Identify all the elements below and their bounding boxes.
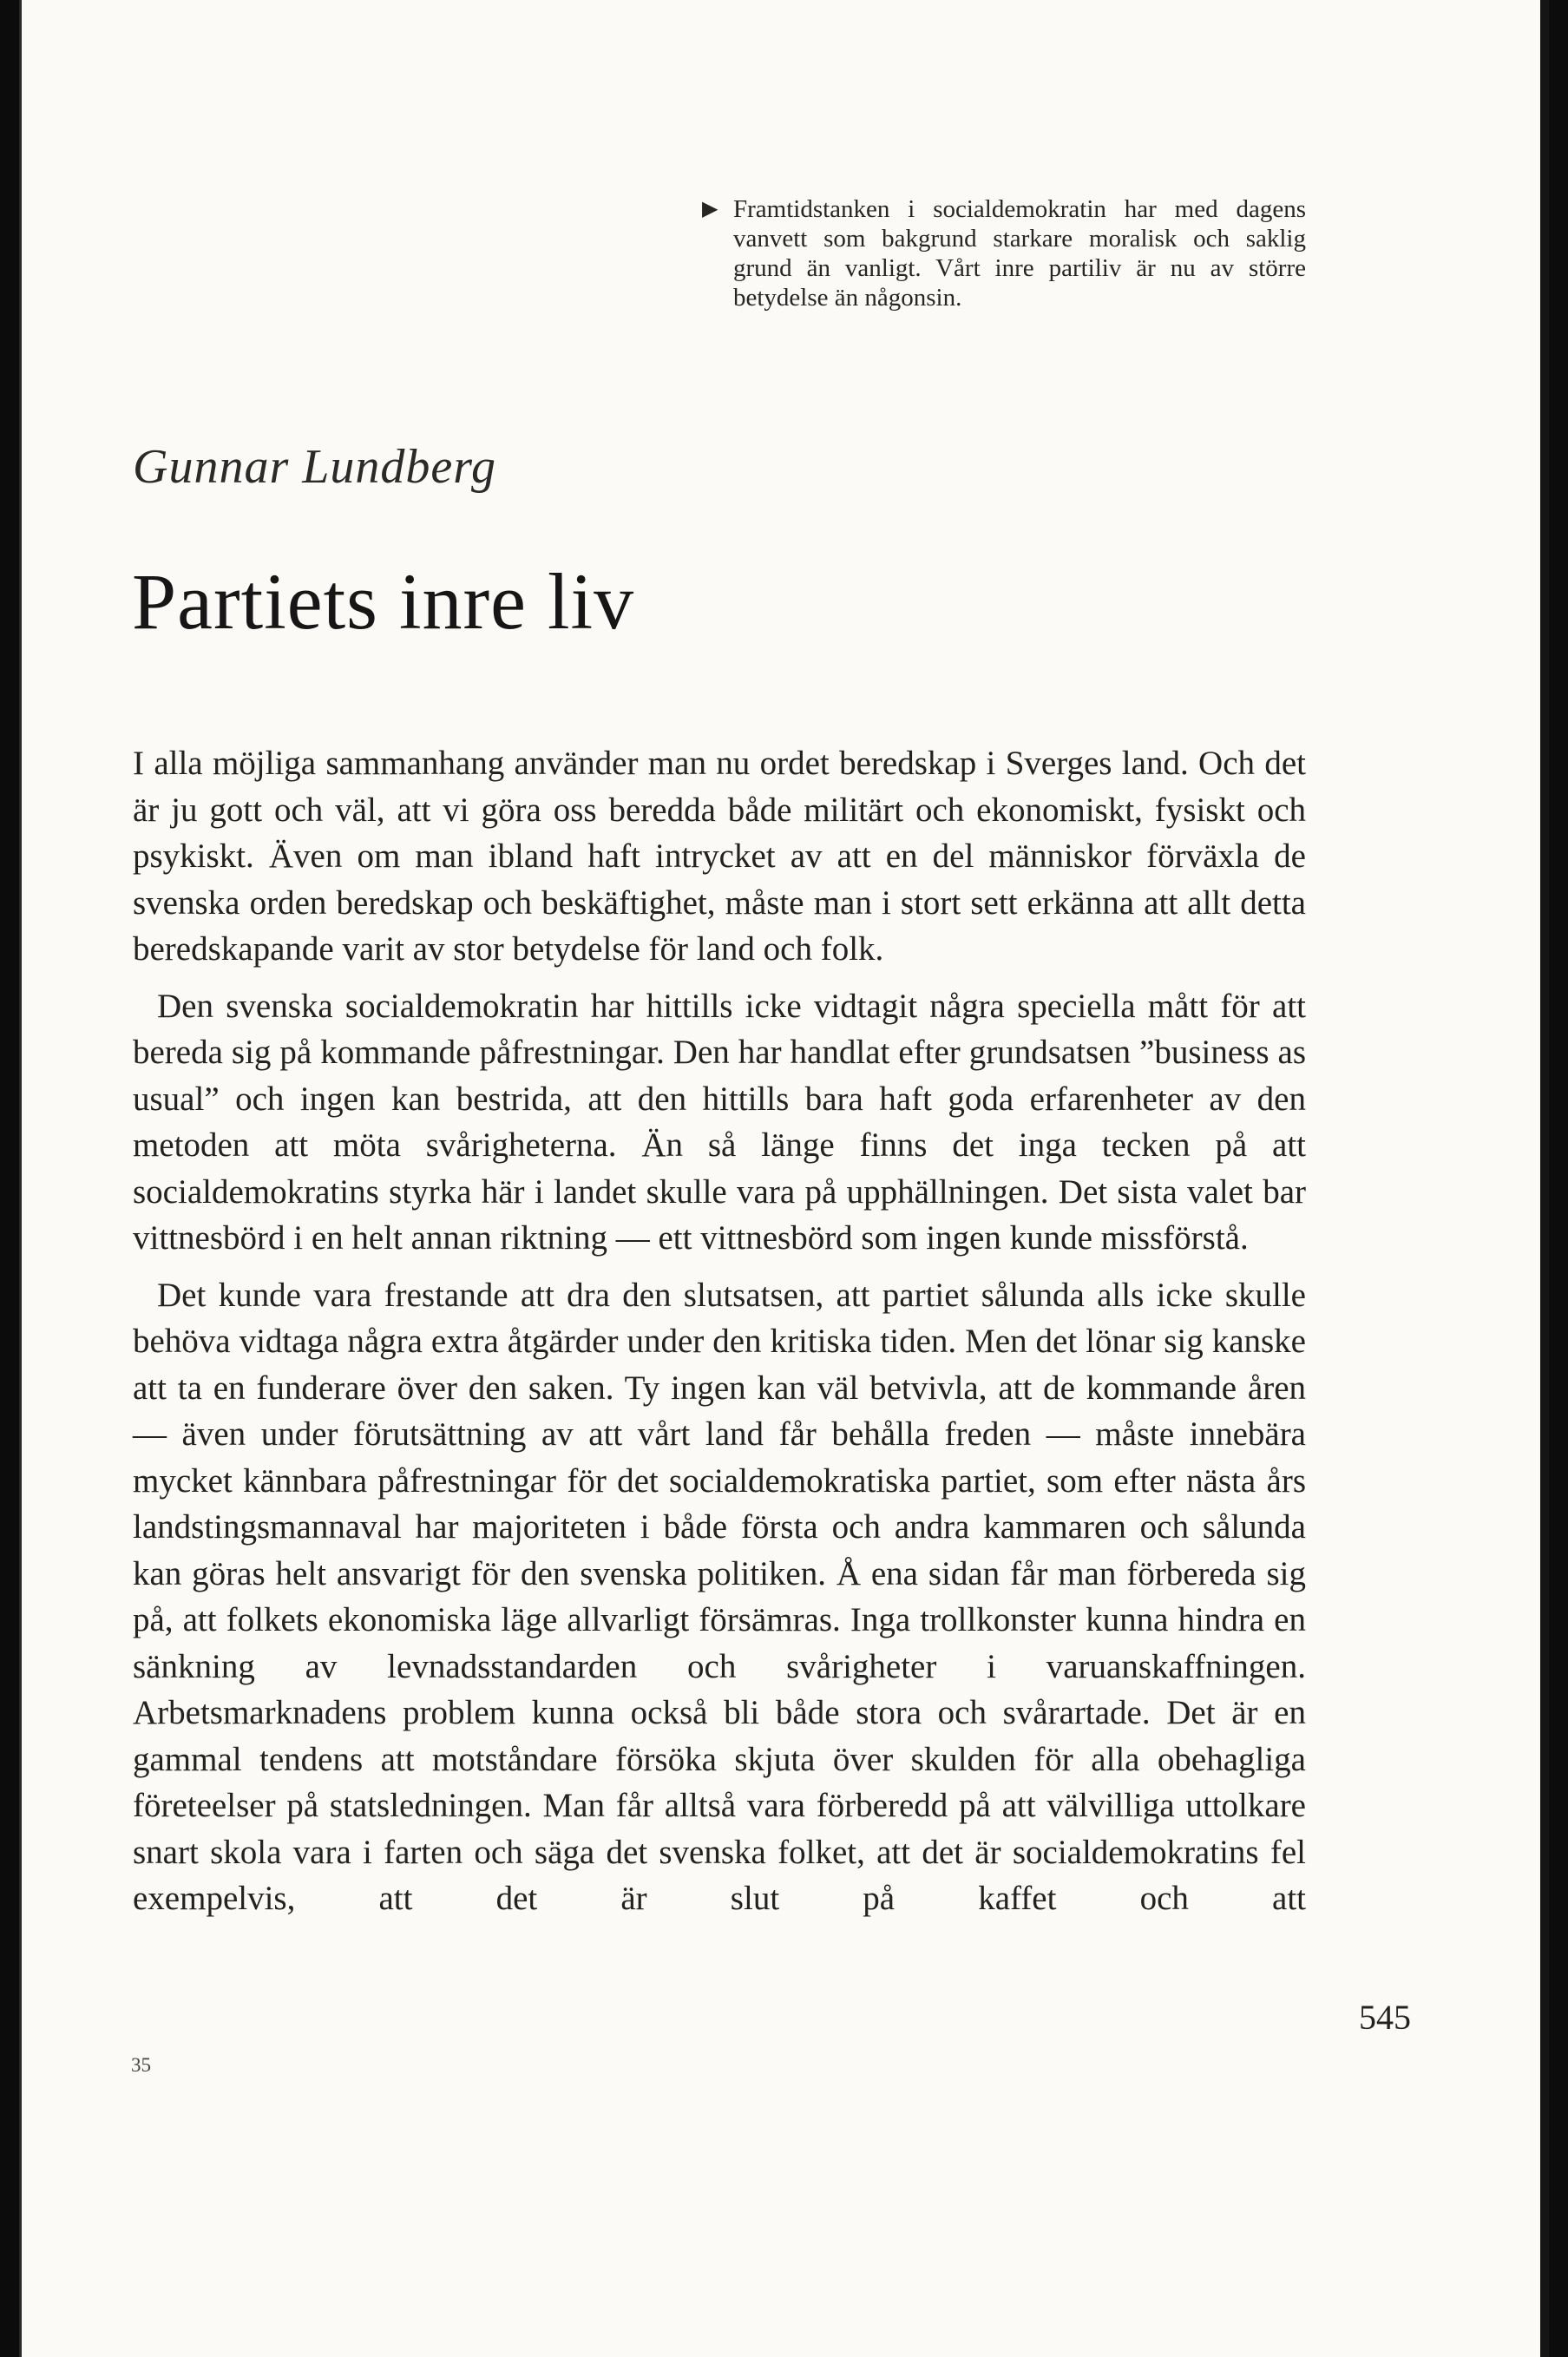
document-page [19, 0, 1549, 2357]
triangle-marker-icon: ▶ [702, 198, 718, 220]
intro-text: Framtidstanken i socialdemokratin har med dagens vanvett som bakgrund starkare moralisk och saklig grund än vanligt. Vårt inre partiliv är nu av större betydelse än någonsin. [733, 195, 1306, 312]
paragraph-3: Det kunde vara frestande att dra den slutsatsen, att partiet sålunda alls icke skulle behöva vidtaga några extra åtgärder under den kritiska tiden. Men det lönar sig kanske att ta en funderare över den saken. Ty ingen kan väl betvivla, att de kommande åren — även under förutsättning av att vårt land får behålla freden — måste innebära mycket kännbara påfrestningar för det socialdemokratiska partiet, som efter nästa års landstingsmannaval har majoriteten i både första och andra kammaren och sålunda kan göras helt ansvarigt för den svenska politiken. Å ena sidan får man förbereda sig på, att folkets ekonomiska läge allvarligt försämras. Inga trollkonster kunna hindra en sänkning av levnadsstandarden och svårigheter i varuanskaffningen. Arbetsmarknadens problem kunna också bli både stora och svårartade. Det är en gammal tendens att motståndare försöka skjuta över skulden för alla obehagliga företeelser på statsledningen. Man får alltså vara förberedd på att välvilliga uttolkare snart skola vara i farten och säga det svenska folket, att det är socialdemokratins fel exempelvis, att det är slut på kaffet och att [133, 1276, 1306, 1917]
page-right-edge [1540, 0, 1549, 2357]
page-number: 545 [1359, 1998, 1411, 2037]
paragraph-1: I alla möjliga sammanhang använder man nu ordet beredskap i Sverges land. Och det är ju gott och väl, att vi göra oss beredda både militärt och ekonomiskt, fysiskt och psykiskt. Även om man ibland haft intrycket av att en del människor förväxla de svenska orden beredskap och beskäftighet, måste man i stort sett erkänna att allt detta beredskapande varit av stor betydelse för land och folk. [133, 745, 1306, 968]
article-title: Partiets inre liv [132, 557, 635, 646]
intro-summary [702, 194, 1306, 312]
signature-mark: 35 [131, 2054, 151, 2076]
author-name: Gunnar Lundberg [133, 440, 496, 494]
page-left-edge [19, 0, 22, 2357]
article-body [133, 740, 1306, 1933]
paragraph-2: Den svenska socialdemokratin har hittills icke vidtagit några speciella mått för att bereda sig på kommande påfrestningar. Den har handlat efter grundsatsen ”business as usual” och ingen kan bestrida, att den hittills bara haft goda erfarenheter av den metoden att möta svårigheterna. Än så länge finns det inga tecken på att socialdemokratins styrka här i landet skulle vara på upphällningen. Det sista valet bar vittnesbörd i en helt annan riktning — ett vittnesbörd som ingen kunde missförstå. [133, 987, 1306, 1257]
